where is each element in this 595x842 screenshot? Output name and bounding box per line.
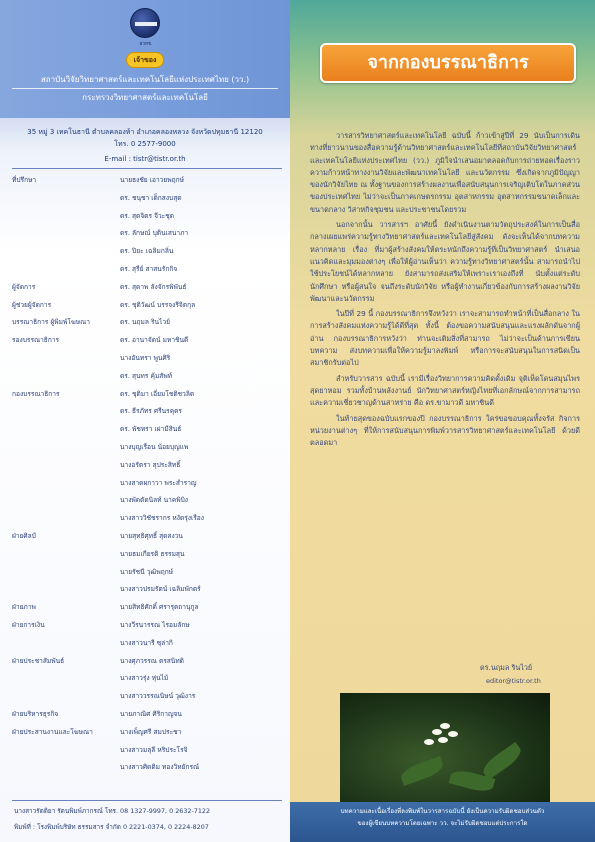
publisher-line: นางสาวรัตติยา รัตนพิมพ์ภากรณ์ โทร. 08 1327-9997, 0 2632-7122	[14, 807, 211, 815]
staff-name: ดร. ลักษณ์ บุตินเสนาภา	[120, 229, 189, 238]
right-column	[290, 0, 595, 842]
staff-name: นายสิทธิศักดิ์ ศรารุตถานุกูล	[120, 603, 199, 612]
staff-name: ดร. สุรีย์ สาสนรักกิจ	[120, 265, 178, 273]
editorial-article	[310, 130, 580, 452]
jasmine-flower-photo	[340, 693, 550, 803]
staff-row	[0, 726, 290, 738]
staff-name: นายสุทธิศุทธิ์ สุดสงวน	[120, 532, 183, 540]
staff-row	[0, 405, 290, 417]
staff-row	[0, 281, 290, 293]
staff-role: ฝ่ายภาพ	[12, 603, 36, 612]
staff-role: ผู้ช่วยผู้จัดการ	[12, 300, 52, 309]
staff-row	[0, 263, 290, 275]
staff-role: ที่ปรึกษา	[12, 176, 37, 184]
staff-name: นางสาวปรมรัตน์ เฉลิมพักตร์	[120, 585, 201, 594]
footnote-line: ของผู้เขียนบทความโดยเฉพาะ วว. จะไม่รับผิดชอบแต่ประการใด	[357, 820, 528, 827]
staff-name: ดร. สุดาพ ลังจักรพิพันธ์	[120, 282, 187, 291]
staff-row	[0, 441, 290, 453]
signature-name: ดร.นฤมล รินไวย์	[480, 663, 533, 672]
divider	[12, 800, 282, 801]
staff-name: นายธงชัย เอาวยพฤกษ์	[120, 176, 184, 184]
staff-name: นายธมเกียรติ ธรรมสุน	[120, 549, 185, 558]
staff-role: ผู้จัดการ	[12, 282, 36, 291]
staff-row	[0, 708, 290, 720]
staff-name: นางอันทรา พูนศิริ	[120, 354, 171, 362]
staff-row	[0, 334, 290, 346]
editorial-paragraph: วารสารวิทยาศาสตร์และเทคโนโลยี ฉบับนี้ ก้าวเข้าสู่ปีที่ 29 นับเป็นการเดินทางที่ยาวนานของสื่อความรู้ด้านวิทยาศาสตร์และเทคโนโลยีที่สถาบันวิจัยวิทยาศาสตร์และเทคโนโลยีแห่งประเทศไทย (วว.) ภูมิใจนำเสนอมาตลอดกับการถ่ายทอดเรื่องราวความก้าวหน้าทางงานวิจัยและพัฒนาเทคโนโลยี และนวัตกรรม ซึ่งเกิดจากภูมิปัญญาของนักวิจัยไทย ณ ทั้งฐานของการสร้างผลงานเพื่อสนับสนุนการเจริญเติบโตในภาคส่วนของประเทศไทย ไม่ว่าจะเป็นภาคเกษตรกรรม อุตสาหกรรม อุตสาหกรรมขนาดเล็กและขนาดกลาง วิสาหกิจชุมชน และประชาชนโดยรวม	[310, 131, 580, 214]
email-link[interactable]: E-mail : tistr@tistr.or.th	[104, 155, 186, 163]
staff-name: ดร. ธีรภัทร ศรีนรคุตร	[120, 407, 182, 416]
org-name: สถาบันวิจัยวิทยาศาสตร์และเทคโนโลยีแห่งประเทศไทย (วว.)	[40, 75, 250, 84]
staff-row	[0, 192, 290, 204]
left-header	[0, 0, 290, 118]
staff-row	[0, 761, 290, 773]
staff-name: ดร. สุดจิตร จีวะชุด	[120, 211, 174, 220]
staff-row	[0, 423, 290, 435]
staff-name: นางสาววิชัชรากร หงัดรุ่งเรือง	[120, 514, 204, 523]
staff-row	[0, 566, 290, 578]
flower-petal	[448, 731, 458, 737]
logo-caption: สวทช.	[139, 42, 153, 47]
staff-role: บรรณาธิการ ผู้พิมพ์โฆษณา	[12, 318, 90, 327]
staff-name: นางสาวศิดติม ทองวิหยักรณ์	[120, 763, 200, 772]
staff-row	[0, 744, 290, 756]
staff-row	[0, 210, 290, 222]
staff-row	[0, 637, 290, 649]
editorial-paragraph: ในท้ายสุดของฉบับแรกของปี กองบรรณาธิการ ใคร่ขอขอบคุณทั้งจรัส กิจการ หน่วยงานต่างๆ ที่ให้การสนับสนุนการพิมพ์วารสารวิทยาศาสตร์และเทคโนโลยี ด้วยดีตลอดมา	[310, 413, 580, 448]
left-column	[0, 0, 290, 842]
footnote	[290, 806, 595, 830]
staff-name: นางสาวรุ่ง หุ่นไม้	[120, 674, 169, 683]
staff-row	[0, 174, 290, 186]
staff-row	[0, 512, 290, 524]
printer-line: พิมพ์ที่ : โรงพิมพ์บริษัท ธรรมสาร จำกัด 0 2221-0374, 0 2224-8207	[14, 823, 209, 831]
address: 35 หมู่ 3 เทคโนธานี ตำบลคลองห้า อำเภอคลองหลวง จังหวัดปทุมธานี 12120	[27, 128, 263, 136]
header-divider	[12, 88, 278, 89]
staff-name: นางศุภวรรณ ตรสนิทดิ	[120, 656, 184, 665]
staff-name: นางสาววรรณนิษน์ วุฒิงาร	[120, 692, 196, 701]
editorial-banner: จากกองบรรณาธิการ	[320, 43, 576, 83]
staff-row	[0, 477, 290, 489]
staff-name: ดร. พัชทรา เผ่ามีสินธ์	[120, 425, 182, 434]
staff-row	[0, 494, 290, 506]
staff-row	[0, 601, 290, 613]
ministry-name: กระทรวงวิทยาศาสตร์และเทคโนโลยี	[82, 93, 208, 102]
staff-role: รองบรรณาธิการ	[12, 336, 60, 345]
staff-name: นางอรัตรา สุประสิทธิ์	[120, 460, 181, 469]
staff-row	[0, 245, 290, 257]
staff-role: ฝ่ายศิลป์	[12, 532, 36, 540]
editorial-paragraph: ในปีที่ 29 นี้ กองบรรณาธิการจึงหวังว่า เราจะสามารถทำหน้าที่เป็นสื่อกลาง ในการสร้างสังคมแห่งความรู้ได้ดีที่สุด ทั้งนี้ ต้องขอความสนับสนุนและแรงผลักดันจากผู้อ่าน กองบรรณาธิการหวังว่า ท่านจะเติมสิ่งที่สามารถ ไม่ว่าจะเป็นด้านการเขียนบทความ ส่งบทความเพื่อให้ความรู้มาลงพิมพ์ หรือการจะสนับสนุนในการสนิดเป็นสมาชิกรับต่อไป	[310, 309, 580, 368]
staff-name: ดร. ชนุชา เด็กสงบสุด	[120, 193, 182, 202]
staff-name: ดร. นฤมล รินไวย์	[120, 318, 170, 327]
editorial-paragraph: สำหรับวารสาร ฉบับนี้ เรามีเรื่องวิทยาการความคิดดั้งเดิม จุติเห็ดโดนสมุนไพรสุดยาหอม รวมทั้งบ้านพลังงานย์ นักวิทยาศาสตร์หญิงไทยที่เอกลักษณ์จากการสามารถ และความเชี่ยวชาญด้านสาหร่าย คือ ดร.ขามาวดี มหาชินดี	[310, 373, 580, 408]
flower-petal	[440, 723, 450, 729]
staff-row	[0, 352, 290, 364]
leaf-shape	[399, 756, 446, 786]
editorial-paragraph: นอกจากนั้น วารสารฯ อาศัยนี้ ยังดำเนินงานตามวัตถุประสงค์ในการเป็นสื่อกลางเผยแพร่ความรู้ทางวิทยาศาสตร์และเทคโนโลยีสู่สังคม ดังจะเห็นได้จากบทความหลากหลาย เรื่อง ที่มาผู้สร้างสังคมให้ตระหนักถึงความรู้ที่เป็นวิทยาศาสตร์ นำเสนอแนวคิดและมุมมองต่างๆ เพื่อให้ผู้อ่านเห็นว่า ความรู้ทางวิทยาศาสตร์นั้น สามารถนำไปใช้ประโยชน์ได้หลากหลาย ยังสามารถส่งเสริมให้เพราะเราเองถึงที่ นับตั้งแต่ระดับนักศึกษา หรือผู้สนใจ จนถึงระดับนักวิจัย หรือผู้ทำงานเกี่ยวข้องกับการสร้างผลงานวิจัยพัฒนาและนวัตกรรม	[310, 220, 580, 303]
staff-row	[0, 388, 290, 400]
leaf-shape	[479, 742, 524, 780]
staff-row	[0, 655, 290, 667]
staff-name: นางบุญเรือน น้อยบุญแพ	[120, 443, 189, 451]
staff-name: นางวีรนารรณ ไรอมลักษ	[120, 621, 190, 629]
staff-name: นางสาวมลุลี หริประโรจิ	[120, 745, 188, 754]
staff-row	[0, 690, 290, 702]
staff-row	[0, 299, 290, 311]
staff-row	[0, 548, 290, 560]
staff-row	[0, 227, 290, 239]
staff-row	[0, 370, 290, 382]
globe-logo-icon	[130, 8, 160, 38]
staff-role: ฝ่ายประชาสัมพันธ์	[12, 656, 65, 665]
staff-name: นางพัดตัดนิลท์ นาคพิบิง	[120, 496, 188, 505]
owner-badge: เจ้าของ	[126, 52, 164, 68]
staff-name: ดร. ชุติมา เอี่ยมโชติชวลิต	[120, 389, 195, 398]
staff-row	[0, 530, 290, 542]
staff-role: ฝ่ายประสานงานและโฆษณา	[12, 727, 93, 736]
staff-row	[0, 583, 290, 595]
staff-role: ฝ่ายบริหารธุรกิจ	[12, 710, 59, 718]
signature-email[interactable]: editor@tistr.or.th	[486, 677, 541, 685]
flower-petal	[438, 737, 448, 743]
staff-name: ดร. ปิยะ เฉลิมกลิ่น	[120, 247, 174, 256]
staff-name: นายภาณิศ ศิริกาญจน	[120, 710, 182, 718]
footnote-bar	[290, 802, 595, 842]
flower-petal	[424, 739, 434, 745]
footnote-line: บทความและเนื้อเรื่องที่ลงพิมพ์ในวารสารฉบับนี้ ยังเป็นความรับผิดชอบส่วนตัว	[340, 808, 545, 815]
staff-row	[0, 459, 290, 471]
staff-name: นายรัชนี วุฒิพฤกษ์	[120, 567, 174, 576]
staff-name: นางสาวนารี ซุล่ากิ	[120, 638, 173, 647]
staff-role: ฝ่ายการเงิน	[12, 621, 45, 629]
staff-name: ดร. อานาจัดน์ มหาชินดี	[120, 336, 189, 345]
staff-role: กองบรรณาธิการ	[12, 389, 60, 398]
staff-name: นางสาดผกาวา พระสำราญ	[120, 478, 197, 487]
divider	[12, 168, 282, 169]
flower-petal	[432, 729, 442, 735]
staff-name: ดร. สุนทร คุ้มสัพท์	[120, 371, 173, 380]
staff-row	[0, 672, 290, 684]
staff-row	[0, 619, 290, 631]
staff-row	[0, 316, 290, 328]
staff-name: นางเพ็ญศรี สมประชา	[120, 727, 182, 736]
staff-name: ดร. ชุติวัฒน์ บรรจงรีจิตกุล	[120, 300, 196, 309]
phone: โทร. 0 2577-9000	[114, 140, 176, 148]
